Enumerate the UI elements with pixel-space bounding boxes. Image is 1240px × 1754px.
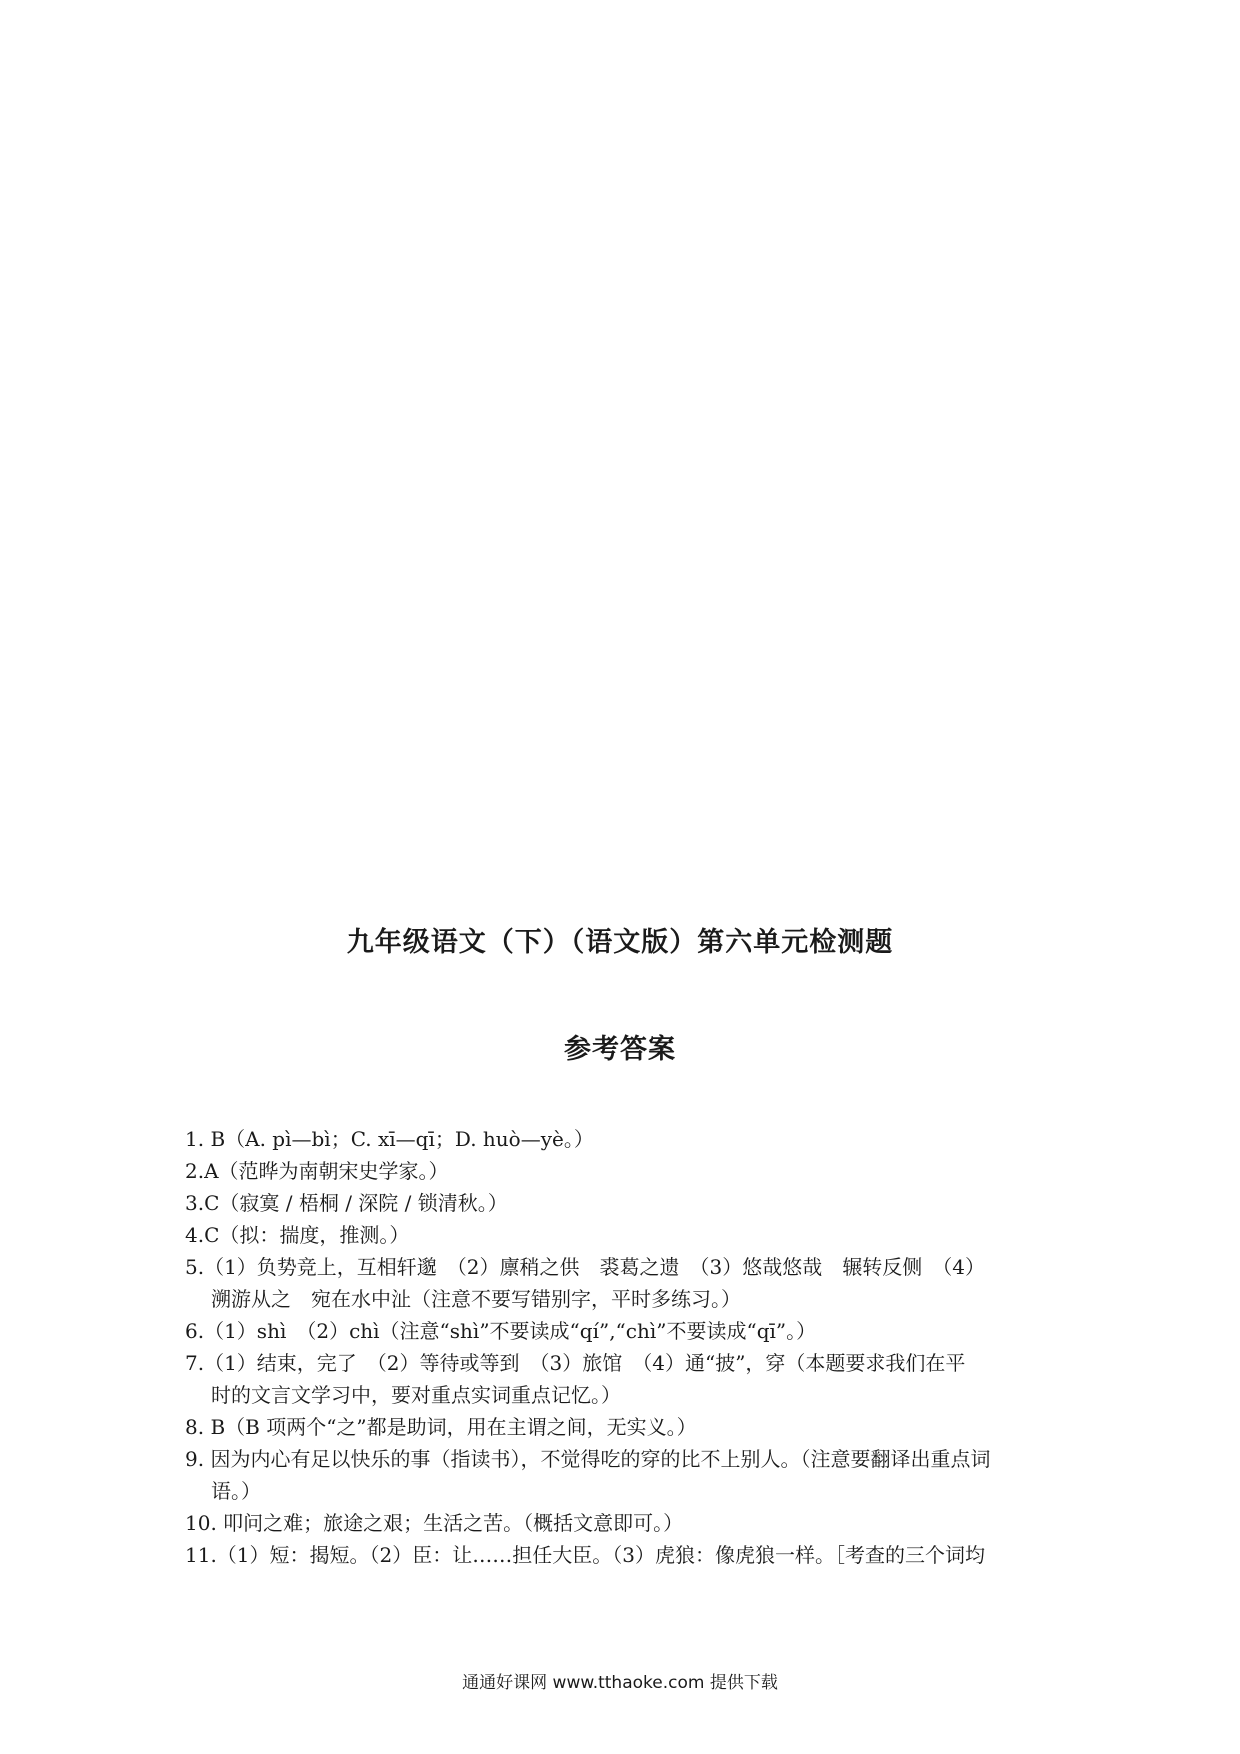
answer-line-continued: 语。） (211, 1479, 261, 1503)
answer-line: 9. 因为内心有足以快乐的事（指读书），不觉得吃的穿的比不上别人。（注意要翻译出重点词 (185, 1447, 991, 1471)
answer-line: 4.C（拟：揣度，推测。） (185, 1223, 410, 1247)
answer-item (185, 1219, 1065, 1251)
answer-line: 11.（1）短：揭短。（2）臣：让……担任大臣。（3）虎狼：像虎狼一样。［考查的三个词均 (185, 1543, 985, 1567)
answer-line: 3.C（寂寞 / 梧桐 / 深院 / 锁清秋。） (185, 1191, 508, 1215)
answer-line: 10. 叩问之难；旅途之艰；生活之苦。（概括文意即可。） (185, 1511, 684, 1535)
answer-item (185, 1411, 1065, 1443)
answer-item (185, 1155, 1065, 1187)
answer-line: 7.（1）结束，完了 （2）等待或等到 （3）旅馆 （4）通“披”，穿（本题要求我们在平 (185, 1351, 966, 1375)
answer-item (185, 1315, 1065, 1347)
answer-item (185, 1539, 1065, 1571)
answer-line: 6.（1）shì （2）chì（注意“shì”不要读成“qí”,“chì”不要读成“qī”。） (185, 1319, 817, 1343)
answer-line: 5.（1）负势竞上，互相轩邈 （2）廪稍之供 裘葛之遗 （3）悠哉悠哉 辗转反侧 （4） (185, 1255, 985, 1279)
answer-line-continued: 溯游从之 宛在水中沚（注意不要写错别字，平时多练习。） (211, 1287, 741, 1311)
answer-item (185, 1507, 1065, 1539)
answer-line: 1. B（A. pì—bì；C. xī—qī；D. huò—yè。） (185, 1127, 594, 1151)
answer-item (185, 1347, 1065, 1411)
answer-item (185, 1187, 1065, 1219)
answer-line: 8. B（B 项两个“之”都是助词，用在主谓之间，无实义。） (185, 1415, 697, 1439)
answer-item (185, 1123, 1065, 1155)
page-footer: 通通好课网 www.tthaoke.com 提供下载 (462, 1673, 778, 1693)
answer-item (185, 1443, 1065, 1507)
answer-line: 2.A（范晔为南朝宋史学家。） (185, 1159, 449, 1183)
answer-item (185, 1251, 1065, 1315)
answer-key-heading: 参考答案 (564, 1034, 676, 1065)
document-title: 九年级语文（下）（语文版）第六单元检测题 (346, 927, 894, 958)
answer-list (185, 1123, 1065, 1571)
answer-line-continued: 时的文言文学习中，要对重点实词重点记忆。） (211, 1383, 621, 1407)
